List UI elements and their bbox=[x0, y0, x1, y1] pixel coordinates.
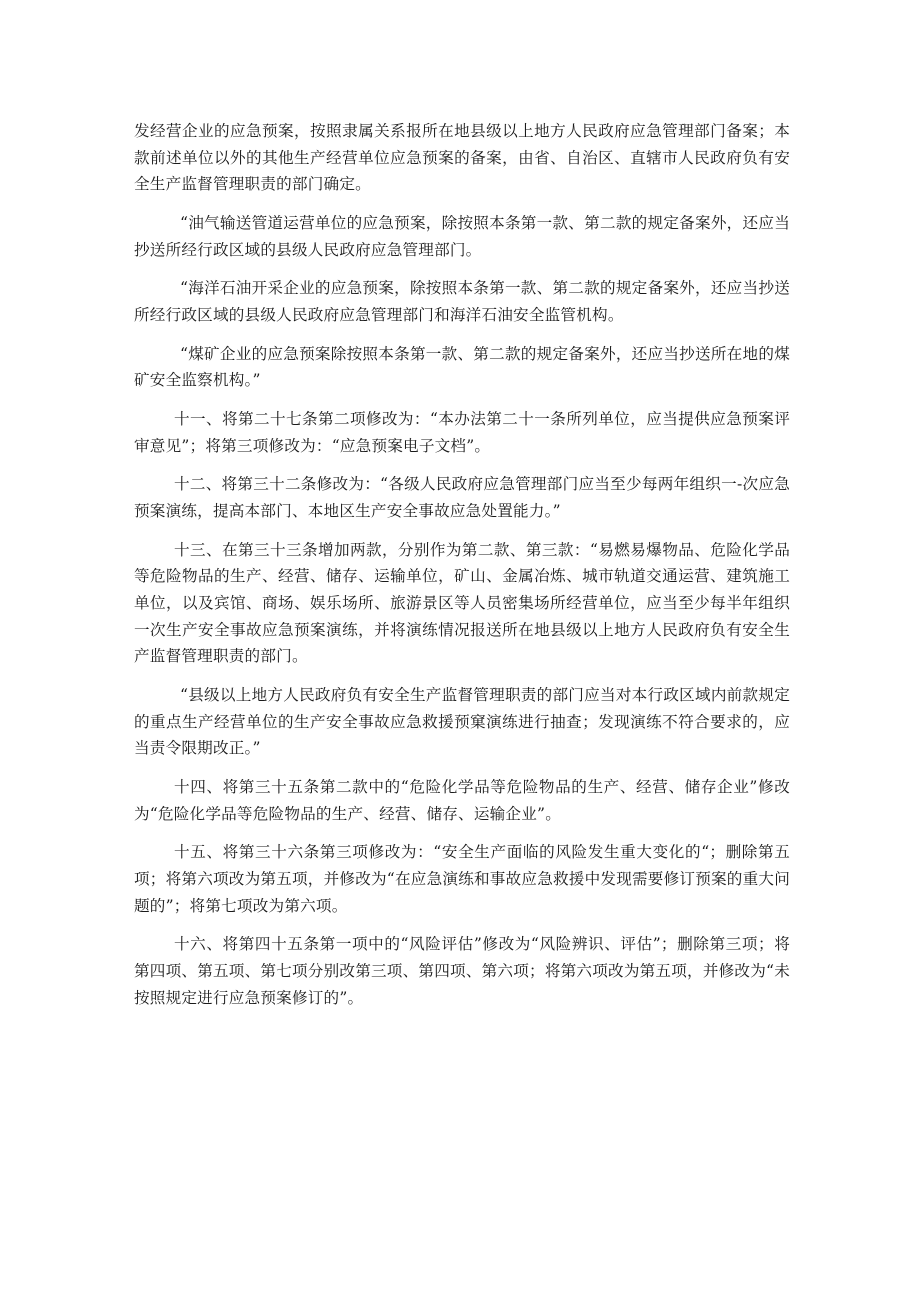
paragraph-item-13: 十三、在第三十三条增加两款，分别作为第二款、第三款：“易燃易爆物品、危险化学品等危险物品的生产、经营、储存、运输单位，矿山、金属冶炼、城市轨道交通运营、建筑施工单位，以及宾馆、商场、娱乐场所、旅游景区等人员密集场所经营单位，应当至少每半年组织一次生产安全事故应急预案演练，并将演练情况报送所在地县级以上地方人民政府负有安全生产监督管理职责的部门。 bbox=[134, 540, 790, 666]
paragraph-continuation: 发经营企业的应急预案，按照隶属关系报所在地县级以上地方人民政府应急管理部门备案；本款前述单位以外的其他生产经营单位应急预案的备案，由省、自治区、直辖市人民政府负有安全生产监督管理职责的部门确定。 bbox=[134, 122, 790, 194]
paragraph-offshore-oil: “海洋石油开采企业的应急预案，除按照本条第一款、第二款的规定备案外，还应当抄送所经行政区域的县级人民政府应急管理部门和海洋石油安全监管机构。 bbox=[134, 279, 790, 324]
paragraph-coal-mine: “煤矿企业的应急预案除按照本条第一款、第二款的规定备案外，还应当抄送所在地的煤矿安全监察机构。” bbox=[134, 344, 790, 390]
paragraph-item-14: 十四、将第三十五条第二款中的“危险化学品等危险物品的生产、经营、储存企业”修改为“危险化学品等危险物品的生产、经营、储存、运输企业”。 bbox=[134, 777, 790, 823]
paragraph-item-11: 十一、将第二十七条第二项修改为：“本办法第二十一条所列单位，应当提供应急预案评审意见”；将第三项修改为：“应急预案电子文档”。 bbox=[134, 410, 790, 455]
paragraph-item-12: 十二、将第三十二条修改为：“各级人民政府应急管理部门应当至少每两年组织一-次应急预案演练，提高本部门、本地区生产安全事故应急处置能力。” bbox=[134, 475, 790, 521]
paragraph-oil-gas-pipeline: “油气输送管道运营单位的应急预案，除按照本条第一款、第二款的规定备案外，还应当抄送所经行政区域的县级人民政府应急管理部门。 bbox=[134, 213, 790, 259]
paragraph-item-16: 十六、将第四十五条第一项中的“风险评估”修改为“风险辨识、评估”；删除第三项；将第四项、第五项、第七项分别改第三项、第四项、第六项；将第六项改为第五项，并修改为“未按照规定进行应急预案修订的”。 bbox=[134, 935, 790, 1007]
document-page bbox=[134, 118, 790, 1011]
paragraph-county-inspection: “县级以上地方人民政府负有安全生产监督管理职责的部门应当对本行政区域内前款规定的重点生产经营单位的生产安全事故应急救援预窠演练进行抽查；发现演练不符合要求的，应当责令限期改正。” bbox=[134, 686, 790, 758]
paragraph-item-15: 十五、将第三十六条第三项修改为：“安全生产面临的风险发生重大变化的“；删除第五项；将第六项改为第五项，并修改为“在应急演练和事故应急救援中发现需要修订预案的重大问题的”；将第七项改为第六项。 bbox=[134, 843, 790, 915]
